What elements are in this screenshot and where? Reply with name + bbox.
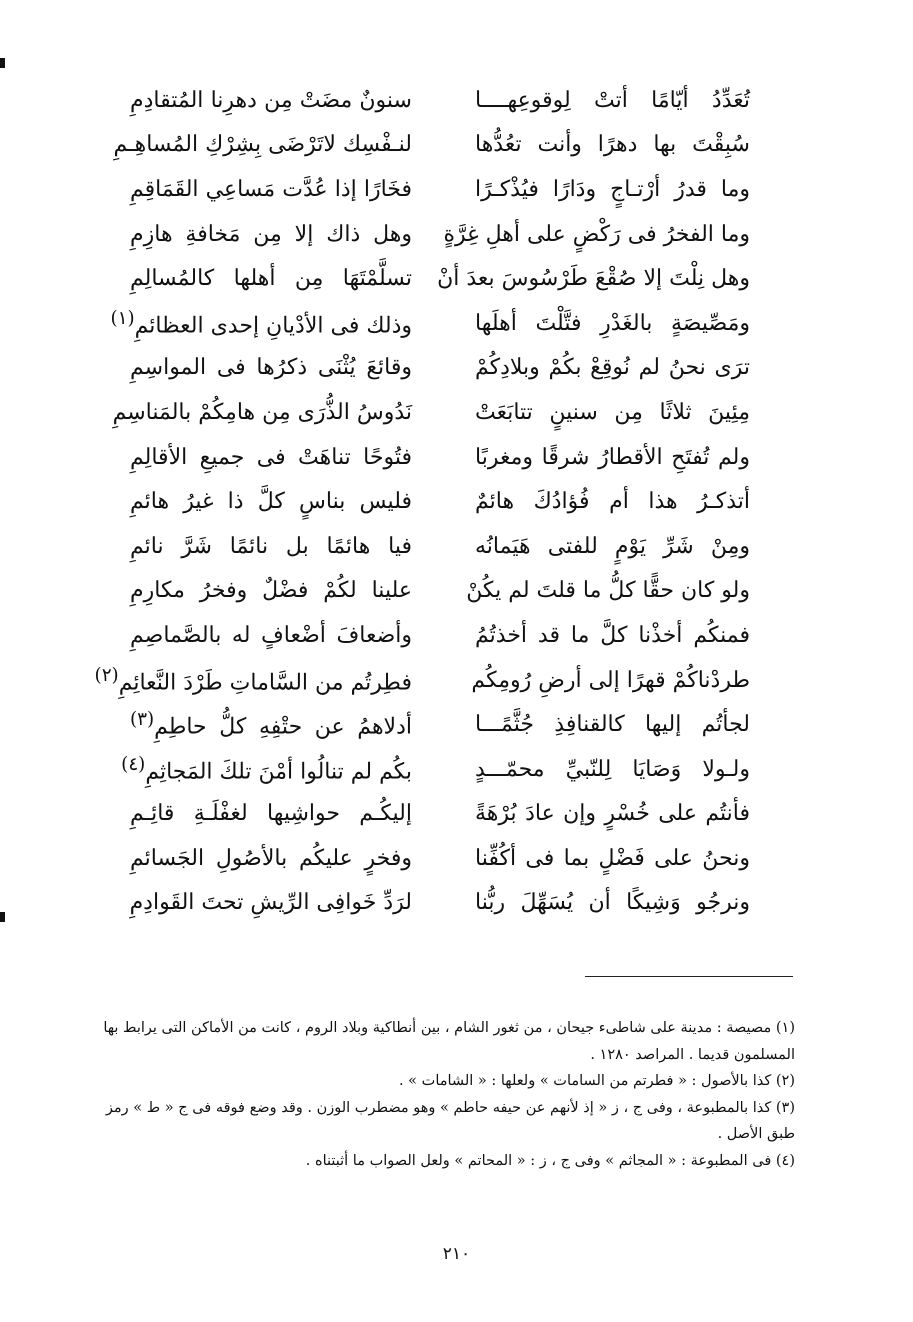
verse-second-hemistich: إليكُـم حواشِيها لغفْلَـةِ قائِـمِ bbox=[130, 801, 412, 827]
verse-first-hemistich: فأنتُم على خُسْرٍ وإن عادَ بُرْهَةً bbox=[475, 801, 750, 827]
verse-first-hemistich: ونحنُ على فَضْلٍ بما فى أكُفِّنا bbox=[475, 845, 750, 871]
verse bbox=[130, 569, 750, 614]
poem bbox=[94, 78, 750, 925]
footnote-continuation: طبق الأصل . bbox=[717, 1126, 795, 1142]
verse bbox=[130, 346, 750, 391]
verse-second-hemistich: لرَدِّ خَوافِى الرِّيشِ تحتَ القَوادِمِ bbox=[129, 890, 412, 916]
footnote-continuation: المسلمون قديما . المراصد ١٢٨٠ . bbox=[590, 1046, 795, 1063]
verse bbox=[130, 167, 750, 212]
verse bbox=[130, 78, 750, 123]
verse-second-hemistich: وقائعَ يُثْنَى ذكرُها فى المواسِمِ bbox=[130, 355, 412, 381]
footnote-marker: (٢) bbox=[94, 664, 119, 686]
verse-second-hemistich: وهل ذاك إلا مِن مَخافةِ هازِمِ bbox=[130, 221, 412, 247]
verse-first-hemistich: ولو كان حقًّا كلُّ ما قلتَ لم يكُنْ bbox=[466, 578, 750, 604]
verse bbox=[130, 479, 750, 524]
verse-second-hemistich: تسلَّمْتَهَا مِن أهلها كالمُسالِمِ bbox=[130, 266, 412, 292]
footnote: (٣) كذا بالمطبوعة ، وفى ج ، ز « إذ لأنهم عن حيفه حاطم » وهو مضطرب الوزن . وقد وضع فوقه فى ج « ط » رمز bbox=[105, 1099, 795, 1116]
verse-first-hemistich: ومَصِّيصَةٍ بالغَدْرِ فتَّلْتَ أهلَها bbox=[475, 310, 750, 336]
verse-first-hemistich: مِئِينَ ثلاثًا مِن سنينٍ تتابَعَتْ bbox=[475, 399, 750, 425]
verse bbox=[130, 836, 750, 881]
verse-first-hemistich: سُبِقْتَ بها دهرًا وأنت تعُدُّها bbox=[475, 132, 750, 158]
verse-second-hemistich: فليس بناسٍ كلَّ ذا غيرُ هائمِ bbox=[130, 489, 412, 515]
verse bbox=[112, 390, 750, 435]
footnote-separator bbox=[585, 976, 793, 977]
verse-second-hemistich: وفخرٍ عليكُم بالأصُولِ الجَسائمِ bbox=[130, 845, 412, 871]
verse bbox=[94, 658, 750, 703]
verse-first-hemistich: تُعَدِّدُ أيّامًا أتتْ لِوقوعِهــــا bbox=[475, 87, 750, 113]
verse-second-hemistich: علينا لكُمْ فضْلٌ وفخرُ مكارِمِ bbox=[130, 578, 412, 604]
verse bbox=[130, 702, 750, 747]
margin-mark bbox=[0, 58, 5, 68]
verse bbox=[130, 881, 750, 926]
verse-first-hemistich: وهل نِلْتَ إلا صُقْعَ طَرْسُوسَ بعدَ أنْ bbox=[437, 266, 750, 292]
footnotes bbox=[60, 1015, 795, 1174]
verse-first-hemistich: ومِنْ شَرِّ يَوْمٍ للفتى هَيَمانُه bbox=[475, 533, 750, 559]
verse-second-hemistich: سنونٌ مضَتْ مِن دهرِنا المُتقادِمِ bbox=[130, 87, 412, 113]
verse-first-hemistich: طردْناكُمْ قهرًا إلى أرضِ رُومِكُم bbox=[471, 667, 750, 693]
verse bbox=[121, 747, 750, 792]
verse bbox=[130, 256, 750, 301]
verse-second-hemistich: فيا هائمًا بل نائمًا شَرَّ نائمِ bbox=[130, 533, 412, 559]
verse-first-hemistich: فمنكُم أخذْنا كلَّ ما قد أخذتُمُ bbox=[475, 622, 750, 648]
verse-second-hemistich: فخَارًا إذا عُدَّت مَساعِي القَمَاقِمِ bbox=[130, 176, 412, 202]
verse-second-hemistich bbox=[110, 308, 412, 339]
footnote: (١) مصيصة : مدينة على شاطىء جيحان ، من ثغور الشام ، بين أنطاكية وبلاد الروم ، كانت من الأماكن التى يرابط بها bbox=[103, 1020, 795, 1036]
verse-first-hemistich: لجأتُم إليها كالقنافِذِ جُثَّمًـــا bbox=[475, 712, 750, 738]
verse bbox=[130, 435, 750, 480]
verse-second-hemistich: نَدُوسُ الذُّرَى مِن هامِكُمْ بالمَناسِمِ bbox=[112, 399, 412, 425]
verse-first-hemistich: ترَى نحنُ لم نُوقِعْ بكُمْ وبلادِكُمْ bbox=[475, 355, 750, 381]
footnote-marker: (٤) bbox=[121, 754, 146, 776]
footnote: (٤) فى المطبوعة : « المجاثم » وفى ج ، ز : « المحاتم » ولعل الصواب ما أثبتناه . bbox=[305, 1152, 795, 1169]
verse bbox=[130, 613, 750, 658]
verse-text: وذلك فى الأدْيانِ إحدى العظائمِ bbox=[134, 313, 412, 339]
verse-second-hemistich bbox=[121, 754, 412, 785]
verse-second-hemistich: لنـفْسِك لاتَرْضَى بِشِرْكِ المُساهِـمِ bbox=[113, 132, 412, 158]
verse bbox=[130, 212, 750, 257]
verse-second-hemistich bbox=[94, 664, 412, 696]
verse-text: أدلاهمُ عن حتْفِهِ كلُّ حاطِمِ bbox=[154, 714, 412, 740]
verse bbox=[110, 301, 750, 346]
footnote-marker: (١) bbox=[110, 308, 135, 330]
verse-first-hemistich: ونرجُو وَشِيكًا أن يُسَهِّلَ ربُّنا bbox=[475, 890, 750, 916]
verse-first-hemistich: أتذكـرُ هذا أم فُؤادُكَ هائمٌ bbox=[475, 489, 750, 515]
verse-text: فطِرتُم من السَّاماتِ طَرْدَ النَّعائِمِ bbox=[118, 670, 412, 696]
footnote: (٢) كذا بالأصول : « فطرتم من السامات » ولعلها : « الشامات » . bbox=[398, 1073, 795, 1089]
verse-first-hemistich: وما الفخرُ فى رَكْضٍ على أهلِ غِرَّةٍ bbox=[443, 221, 750, 247]
verse bbox=[113, 123, 750, 168]
footnote-marker: (٣) bbox=[130, 709, 155, 731]
verse-second-hemistich bbox=[130, 709, 412, 739]
verse-first-hemistich: ولـولا وَصَايَا لِلنّبيِّ محمّـــدٍ bbox=[475, 756, 750, 782]
verse-first-hemistich: ولم تُفتَحِ الأقطارُ شرقًا ومغربًا bbox=[475, 444, 750, 470]
page-number: ٢١٠ bbox=[442, 1244, 471, 1264]
verse-second-hemistich: وأضعافَ أضْعافٍ له بالصَّماصِمِ bbox=[130, 622, 412, 648]
verse bbox=[130, 792, 750, 837]
verse-second-hemistich: فتُوحًا تناهَتْ فى جميعِ الأقالِمِ bbox=[130, 444, 412, 470]
margin-mark bbox=[0, 912, 5, 922]
verse-first-hemistich: وما قدرُ أرْتـاجٍ ودَارًا فيُذْكـرًا bbox=[475, 176, 750, 202]
verse-text: بكُم لم تنالُوا أمْنَ تلكَ المَجاثِمِ bbox=[145, 759, 412, 785]
verse bbox=[130, 524, 750, 569]
